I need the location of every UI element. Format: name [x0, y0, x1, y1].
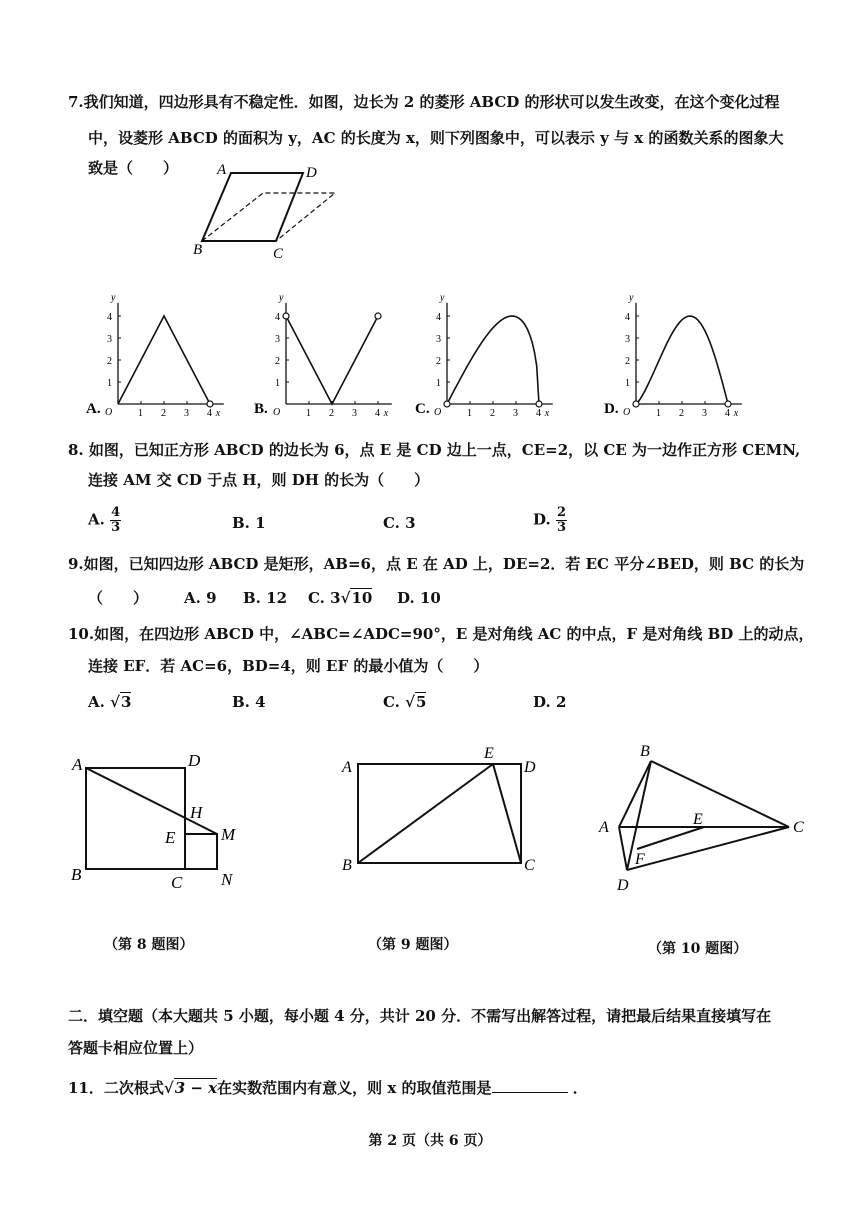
q10-option-a: A. √3	[88, 693, 132, 711]
q11-post: 在实数范围内有意义，则 x 的取值范围是	[217, 1079, 492, 1097]
q8-option-d	[533, 506, 567, 535]
y-tick-label: 1	[107, 378, 112, 389]
y-tick-label: 3	[625, 334, 630, 345]
fig8-caption: （第 8 题图）	[104, 937, 194, 953]
fig8-square-figure	[60, 740, 280, 900]
q10-b-label: B.	[232, 693, 250, 711]
q10-text-line1: 10.如图，在四边形 ABCD 中，∠ABC=∠ADC=90°，E 是对角线 AC 的中点，F 是对角线 BD 上的动点，	[68, 625, 814, 643]
q10-d-label: D.	[533, 693, 551, 711]
y-tick-label: 1	[275, 378, 280, 389]
fig9-label-a: A	[342, 759, 352, 776]
q9-c-coef: 3	[330, 589, 341, 607]
x-tick-label: 3	[352, 408, 357, 419]
y-tick-label: 4	[107, 312, 112, 323]
q11-end: ．	[572, 1079, 588, 1097]
x-tick-label: 1	[306, 408, 311, 419]
q9-a-value: 9	[206, 589, 217, 607]
y-axis-label: y	[440, 292, 445, 304]
y-tick-label: 2	[625, 356, 630, 367]
q11-text: 11．二次根式√3 − x在实数范围内有意义，则 x 的取值范围是 ．	[68, 1079, 588, 1097]
graph-option-label: A.	[86, 401, 101, 417]
q11-answer-blank[interactable]	[492, 1078, 568, 1093]
q9-d-value: 10	[419, 589, 441, 607]
x-axis-label: x	[215, 408, 221, 419]
fig8-label-b: B	[71, 865, 82, 884]
x-tick-label: 2	[161, 408, 166, 419]
q8-text-line2: 连接 AM 交 CD 于点 H，则 DH 的长为（ ）	[88, 471, 430, 489]
x-tick-label: 3	[702, 408, 707, 419]
q8-d-num: 2	[556, 505, 566, 520]
x-tick-label: 4	[725, 408, 730, 419]
fig8-label-e: E	[165, 828, 176, 847]
q8-option-c-value: 3	[405, 514, 416, 532]
y-axis-label: y	[111, 292, 116, 304]
open-endpoint	[375, 313, 381, 319]
x-tick-label: 4	[207, 408, 212, 419]
y-tick-label: 3	[275, 334, 280, 345]
section2-heading-line1: 二．填空题（本大题共 5 小题，每小题 4 分，共计 20 分．不需写出解答过程，请把最后结果直接填写在	[68, 1007, 772, 1025]
graph-option-label: B.	[254, 401, 268, 417]
q9-c-label: C.	[308, 589, 325, 607]
q10-option-d	[533, 692, 566, 712]
fig9-label-b: B	[342, 857, 352, 874]
q10-b-value: 4	[255, 693, 266, 711]
q8-option-d-label: D.	[533, 510, 551, 529]
q7-text-line1: 7.我们知道，四边形具有不稳定性．如图，边长为 2 的菱形 ABCD 的形状可以发生改变，在这个变化过程	[68, 93, 780, 111]
y-tick-label: 4	[275, 312, 280, 323]
origin-label: O	[434, 407, 442, 418]
x-tick-label: 4	[536, 408, 541, 419]
fig9-caption: （第 9 题图）	[368, 937, 458, 953]
open-endpoint	[725, 401, 731, 407]
page-footer: 第 2 页（共 6 页）	[368, 1133, 492, 1149]
graph-option-label: C.	[415, 401, 430, 417]
y-tick-label: 2	[107, 356, 112, 367]
q7-label-c: C	[273, 246, 284, 262]
y-axis-label: y	[629, 292, 634, 304]
open-endpoint	[444, 401, 450, 407]
q11-radicand: 3 − x	[174, 1079, 218, 1097]
q9-b-label: B.	[243, 589, 261, 607]
q10-a-radicand: 3	[120, 693, 132, 711]
fig9-rectangle-figure	[330, 740, 560, 880]
y-tick-label: 1	[436, 378, 441, 389]
fig8-label-m: M	[221, 825, 236, 844]
fig8-label-a: A	[72, 755, 83, 774]
y-axis-label: y	[279, 292, 284, 304]
q9-b-value: 12	[266, 589, 288, 607]
fig8-label-n: N	[221, 870, 233, 889]
q7-text-line2: 中，设菱形 ABCD 的面积为 y，AC 的长度为 x，则下列图象中，可以表示 y 与 x 的函数关系的图象大	[88, 129, 784, 147]
x-tick-label: 2	[490, 408, 495, 419]
q7-option-d	[604, 290, 764, 424]
fig8-label-h: H	[190, 803, 203, 822]
fig8-label-d: D	[188, 751, 201, 770]
function-curve	[636, 316, 728, 404]
y-tick-label: 4	[436, 312, 441, 323]
open-endpoint	[283, 313, 289, 319]
q8-a-num: 4	[111, 505, 121, 520]
q9-d-label: D.	[397, 589, 415, 607]
q11-pre: 11．二次根式	[68, 1079, 164, 1097]
x-tick-label: 1	[467, 408, 472, 419]
origin-label: O	[105, 407, 113, 418]
y-tick-label: 1	[625, 378, 630, 389]
q9-option-a	[184, 588, 217, 608]
q7-label-a: A	[217, 162, 227, 178]
q10-a-label: A.	[88, 693, 105, 711]
x-axis-label: x	[733, 408, 739, 419]
open-endpoint	[536, 401, 542, 407]
q10-c-radicand: 5	[416, 693, 427, 711]
y-tick-label: 4	[625, 312, 630, 323]
x-axis-label: x	[544, 408, 550, 419]
q7-label-d: D	[306, 165, 317, 181]
q8-option-c-label: C.	[383, 514, 400, 532]
graph-b	[254, 290, 404, 420]
q8-option-b-value: 1	[255, 514, 266, 532]
q8-option-a-fraction	[110, 506, 121, 535]
fig10-label-c: C	[793, 819, 804, 836]
function-curve	[447, 316, 539, 404]
q8-option-d-fraction	[556, 506, 567, 535]
function-curve	[286, 316, 378, 404]
section2-heading-line2: 答题卡相应位置上）	[68, 1039, 204, 1057]
x-tick-label: 2	[679, 408, 684, 419]
graph-option-label: D.	[604, 401, 619, 417]
q9-option-c: C. 3√10	[308, 589, 373, 607]
q8-d-den: 3	[556, 520, 566, 535]
function-curve	[118, 316, 210, 404]
x-tick-label: 2	[329, 408, 334, 419]
fig10-label-b: B	[640, 743, 650, 760]
x-tick-label: 3	[184, 408, 189, 419]
origin-label: O	[623, 407, 631, 418]
graph-c	[415, 290, 575, 420]
q10-option-b	[232, 692, 266, 712]
q8-option-c	[383, 513, 416, 533]
open-endpoint	[207, 401, 213, 407]
q10-option-c: C. √5	[383, 693, 427, 711]
y-tick-label: 3	[107, 334, 112, 345]
q8-option-a-label: A.	[88, 510, 105, 529]
q8-a-den: 3	[111, 520, 121, 535]
q9-c-radicand: 10	[351, 589, 373, 607]
x-tick-label: 1	[656, 408, 661, 419]
x-tick-label: 3	[513, 408, 518, 419]
y-tick-label: 2	[275, 356, 280, 367]
q7-text-line3: 致是（ ）	[88, 159, 179, 177]
q10-d-value: 2	[555, 693, 567, 711]
x-tick-label: 4	[375, 408, 380, 419]
fig10-label-d: D	[617, 877, 629, 894]
fig10-caption: （第 10 题图）	[648, 941, 748, 957]
q7-option-b	[254, 290, 404, 424]
y-tick-label: 3	[436, 334, 441, 345]
y-tick-label: 2	[436, 356, 441, 367]
q8-option-b	[232, 513, 266, 533]
q7-option-c	[415, 290, 575, 424]
q8-option-b-label: B.	[232, 514, 250, 532]
fig9-label-c: C	[524, 857, 535, 874]
graph-d	[604, 290, 764, 420]
x-tick-label: 1	[138, 408, 143, 419]
fig10-quadrilateral-figure	[595, 738, 859, 898]
fig10-label-a: A	[599, 819, 609, 836]
q10-c-label: C.	[383, 693, 400, 711]
q7-label-b: B	[193, 242, 203, 258]
q9-text-line1: 9.如图，已知四边形 ABCD 是矩形，AB=6，点 E 在 AD 上，DE=2．若 EC 平分∠BED，则 BC 的长为	[68, 555, 805, 573]
q9-option-d	[397, 588, 441, 608]
q10-text-line2: 连接 EF．若 AC=6，BD=4，则 EF 的最小值为（ ）	[88, 657, 489, 675]
q9-a-label: A.	[184, 589, 201, 607]
x-axis-label: x	[383, 408, 389, 419]
q9-option-b	[243, 588, 287, 608]
q8-text-line1: 8. 如图，已知正方形 ABCD 的边长为 6，点 E 是 CD 边上一点，CE=2，以 CE 为一边作正方形 CEMN,	[68, 441, 801, 459]
open-endpoint	[633, 401, 639, 407]
q7-rhombus-figure	[185, 160, 345, 270]
q7-option-a	[86, 290, 226, 424]
fig9-label-d: D	[524, 759, 536, 776]
q9-paren: （ ）	[88, 589, 149, 607]
fig10-label-e: E	[693, 811, 703, 828]
fig10-label-f: F	[635, 851, 645, 868]
fig8-label-c: C	[171, 873, 183, 892]
graph-a	[86, 290, 226, 420]
fig9-label-e: E	[484, 745, 494, 762]
origin-label: O	[273, 407, 281, 418]
q8-option-a	[88, 506, 121, 535]
